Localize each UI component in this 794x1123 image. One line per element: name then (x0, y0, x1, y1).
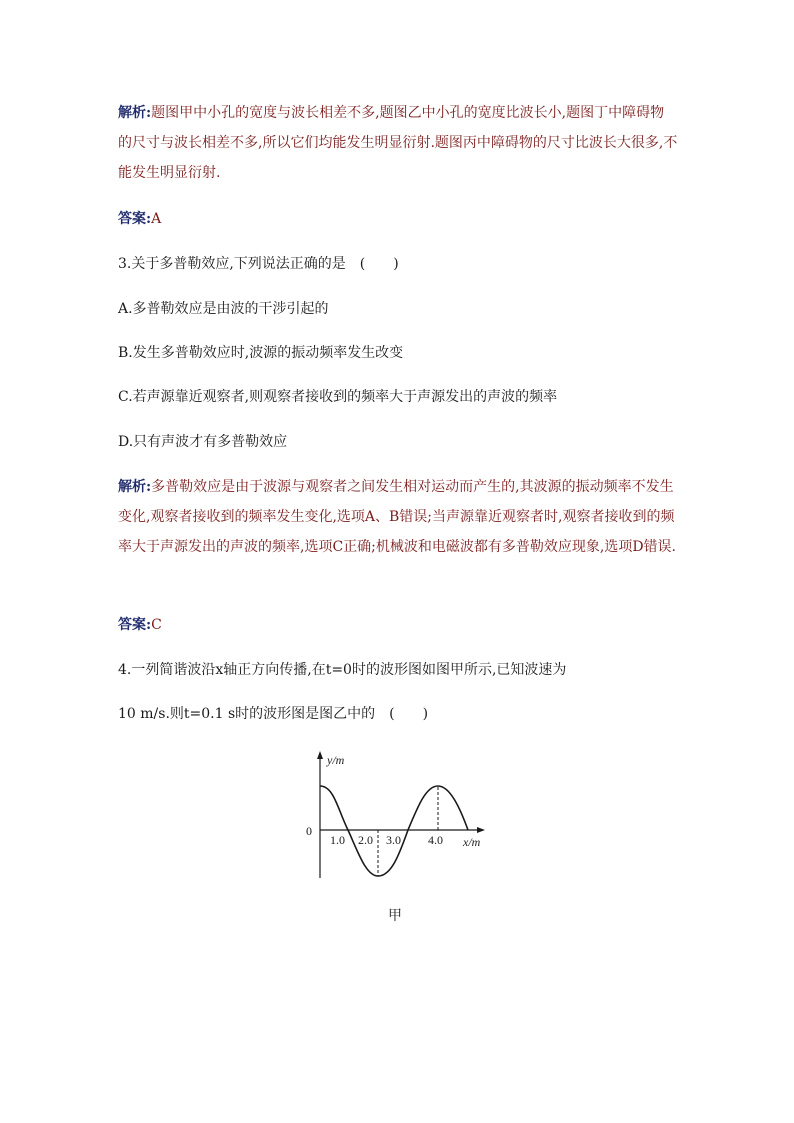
y-axis-label: y/m (327, 753, 345, 767)
figure-caption: 甲 (388, 908, 402, 924)
tick-label: 1.0 (330, 833, 345, 847)
analysis-text: 多普勒效应是由于波源与观察者之间发生相对运动而产生的,其波源的振动频率不发生变化,观察者接收到的频率发生变化,选项A、B错误;当声源靠近观察者时,观察者接收到的频率大于声源发出的声波的频率,选项C正确;机械波和电磁波都有多普勒效应现象,选项D错误. (118, 479, 677, 555)
tick-label: 2.0 (358, 833, 373, 847)
question-3-option-a: A.多普勒效应是由波的干涉引起的 (118, 301, 329, 317)
y-axis-arrow-icon (317, 751, 323, 759)
waveform-figure (300, 748, 500, 888)
question-3-option-d: D.只有声波才有多普勒效应 (118, 434, 288, 450)
question-4-line-1: 4.一列简谐波沿x轴正方向传播,在t=0时的波形图如图甲所示,已知波速为 (118, 662, 567, 678)
analysis-label: 解析: (118, 479, 152, 495)
x-axis-arrow-icon (477, 827, 485, 833)
answer-line-2 (118, 610, 678, 640)
answer-value: A (151, 211, 162, 227)
answer-value: C (151, 617, 162, 633)
analysis-text: 题图甲中小孔的宽度与波长相差不多,题图乙中小孔的宽度比波长小,题图丁中障碍物的尺寸与波长相差不多,所以它们均能发生明显衍射.题图丙中障碍物的尺寸比波长大很多,不能发生明显衍射. (118, 105, 678, 181)
origin-label: 0 (306, 824, 312, 838)
waveform-curve (320, 786, 468, 876)
analysis-paragraph-2 (118, 472, 678, 562)
x-axis-label: x/m (463, 835, 481, 849)
answer-line-1 (118, 204, 678, 234)
tick-label: 4.0 (428, 833, 443, 847)
tick-label: 3.0 (386, 833, 401, 847)
question-4-line-2: 10 m/s.则t=0.1 s时的波形图是图乙中的 ( ) (118, 706, 429, 722)
analysis-paragraph-1 (118, 98, 678, 188)
answer-label: 答案: (118, 617, 152, 633)
question-3-option-b: B.发生多普勒效应时,波源的振动频率发生改变 (118, 345, 404, 361)
analysis-label: 解析: (118, 105, 152, 121)
question-3-option-c: C.若声源靠近观察者,则观察者接收到的频率大于声源发出的声波的频率 (118, 389, 558, 405)
question-3-stem: 3.关于多普勒效应,下列说法正确的是 ( ) (118, 256, 399, 272)
answer-label: 答案: (118, 211, 152, 227)
